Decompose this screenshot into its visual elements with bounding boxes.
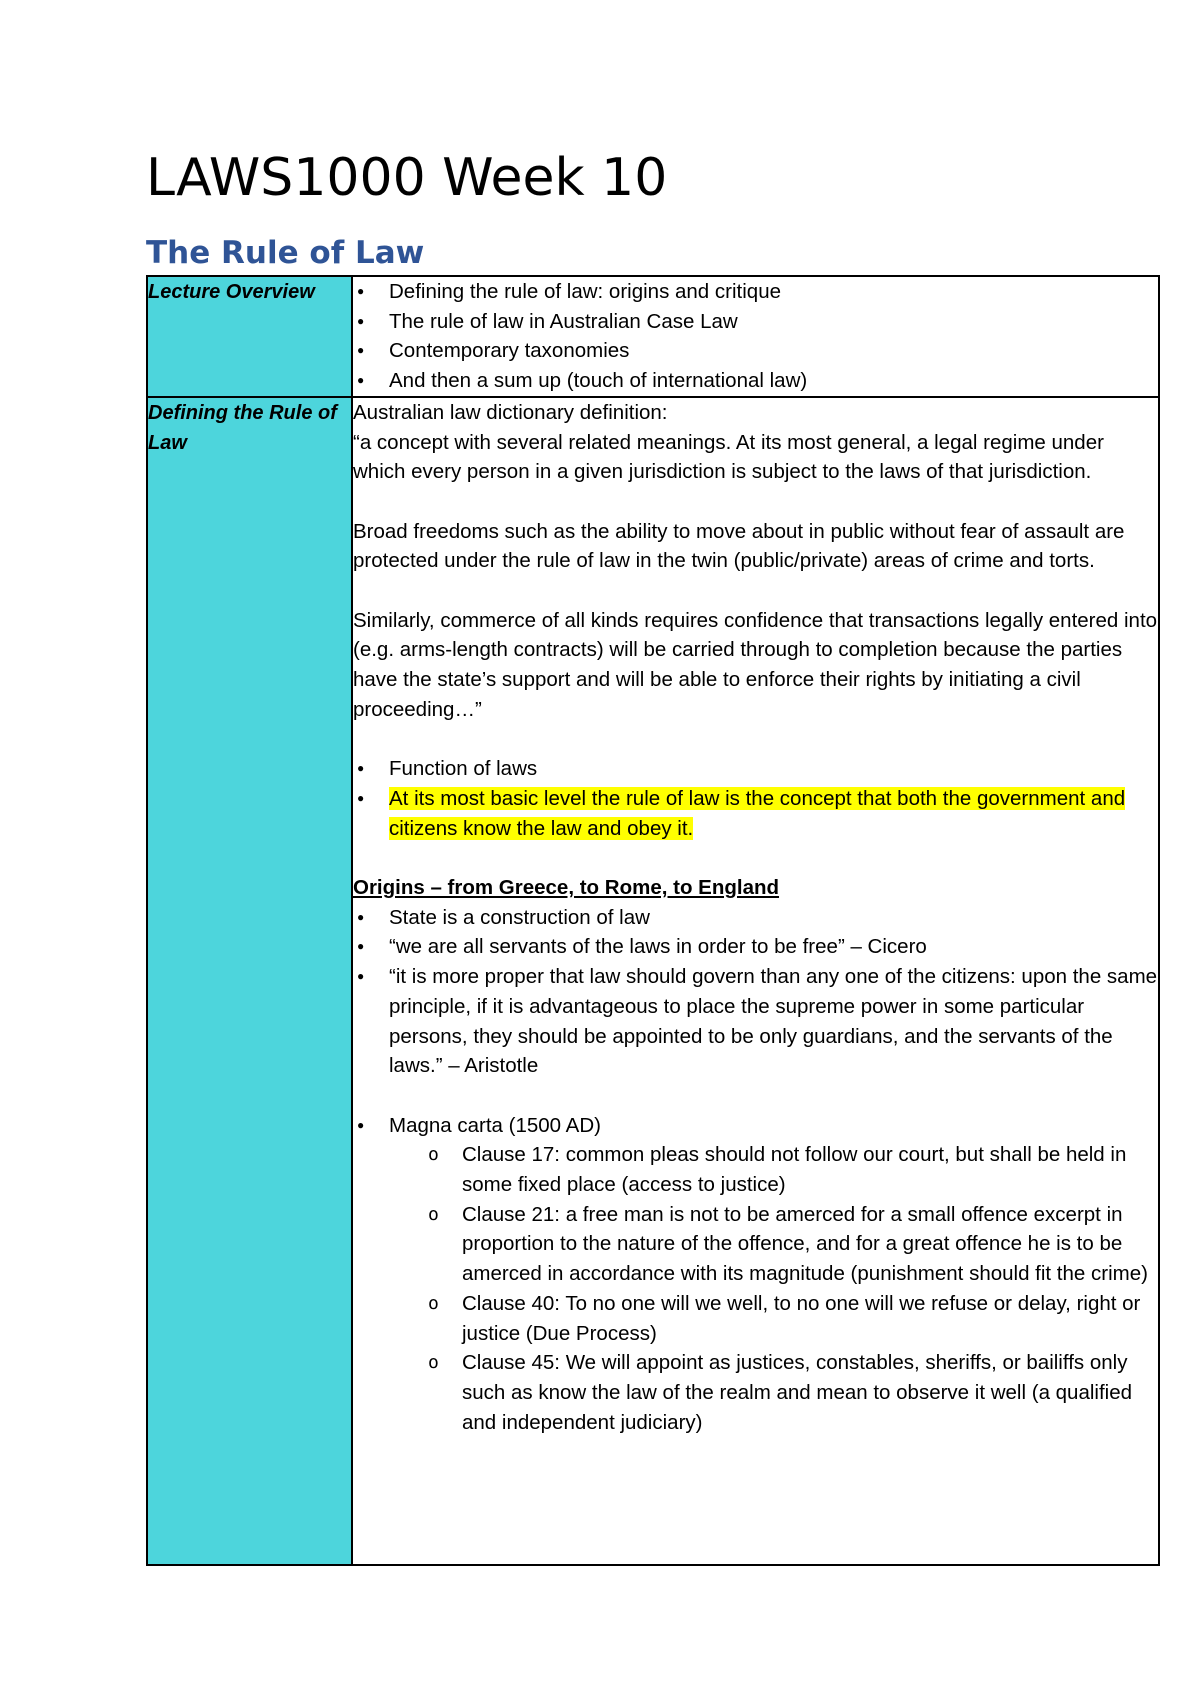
list-item: ● The rule of law in Australian Case Law xyxy=(353,307,1158,337)
table-row-lecture-overview xyxy=(147,276,1159,397)
notes-table xyxy=(146,275,1160,1566)
table-row-defining xyxy=(147,397,1159,1565)
list-item: ● Function of laws xyxy=(353,754,1158,784)
definition-quote-paragraph: Similarly, commerce of all kinds requires confidence that transactions legally entered into (e.g. arms-length contracts) will be carried through to completion because the parties have the state’s support and will be able to enforce their rights by initiating a civil proceeding…” xyxy=(353,608,1158,721)
origins-list xyxy=(353,903,1158,1081)
list-item: ● And then a sum up (touch of international law) xyxy=(353,366,1158,396)
list-item: ● “we are all servants of the laws in order to be free” – Cicero xyxy=(353,932,1158,962)
list-item: o Clause 40: To no one will we well, to no one will we refuse or delay, right or justice (Due Process) xyxy=(426,1289,1158,1348)
magna-carta-list xyxy=(353,1111,1158,1141)
lecture-overview-content xyxy=(352,276,1159,397)
highlighted-text: At its most basic level the rule of law is the concept that both the government and citizens know the law and obey it. xyxy=(389,786,1126,840)
lecture-overview-list xyxy=(353,277,1158,396)
defining-content xyxy=(352,397,1159,1565)
list-item: ● Defining the rule of law: origins and critique xyxy=(353,277,1158,307)
lecture-overview-label: Lecture Overview xyxy=(147,276,352,397)
list-item: o Clause 45: We will appoint as justices, constables, sheriffs, or bailiffs only such as know the law of the realm and mean to observe it well (a qualified and independent judiciary) xyxy=(426,1348,1158,1437)
list-item: ● “it is more proper that law should govern than any one of the citizens: upon the same principle, if it is advantageous to place the supreme power in some particular persons, they should be appointed to be only guardians, and the servants of the laws.” – Aristotle xyxy=(353,962,1158,1081)
definition-quote-paragraph: “a concept with several related meanings. At its most general, a legal regime under which every person in a given jurisdiction is subject to the laws of that jurisdiction. xyxy=(353,430,1104,484)
list-item: ● State is a construction of law xyxy=(353,903,1158,933)
document-title: LAWS1000 Week 10 xyxy=(146,148,668,208)
dictionary-intro: Australian law dictionary definition: xyxy=(353,400,668,424)
definition-quote-paragraph: Broad freedoms such as the ability to move about in public without fear of assault are protected under the rule of law in the twin (public/private) areas of crime and torts. xyxy=(353,519,1125,573)
magna-carta-label: Magna carta (1500 AD) xyxy=(389,1113,601,1137)
highlighted-list-item xyxy=(353,784,1158,843)
list-item: o Clause 21: a free man is not to be amerced for a small offence excerpt in proportion to the nature of the offence, and for a great offence he is to be amerced in accordance with its magnitude (punishment should fit the crime) xyxy=(426,1200,1158,1289)
list-item xyxy=(353,1111,1158,1141)
defining-label: Defining the Rule of Law xyxy=(147,397,352,1565)
list-item: ● Contemporary taxonomies xyxy=(353,336,1158,366)
function-list xyxy=(353,754,1158,843)
document-subtitle: The Rule of Law xyxy=(146,235,425,271)
list-item: o Clause 17: common pleas should not follow our court, but shall be held in some fixed place (access to justice) xyxy=(426,1140,1158,1199)
origins-heading: Origins – from Greece, to Rome, to England xyxy=(353,876,780,899)
clause-list xyxy=(353,1140,1158,1437)
